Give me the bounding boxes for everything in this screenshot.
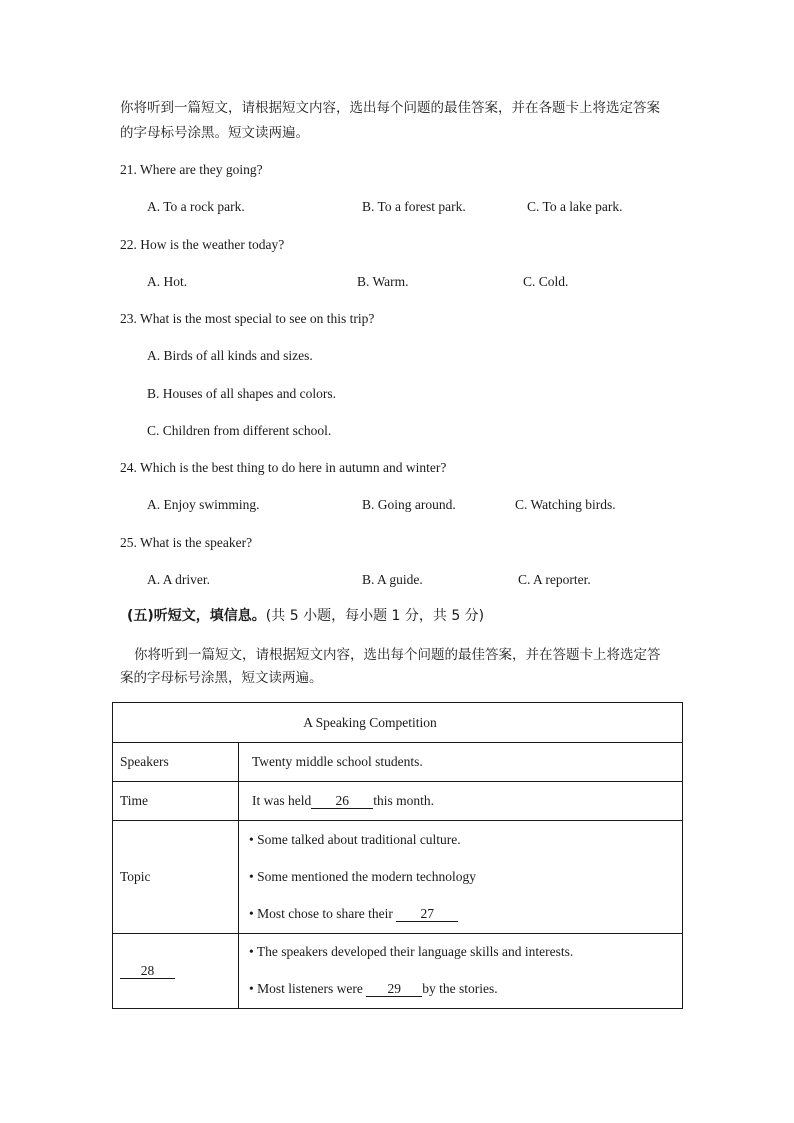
time-value	[239, 782, 683, 821]
section-5-intro-line-1: 你将听到一篇短文，请根据短文内容，选出每个问题的最佳答案，并在答题卡上将选定答	[134, 647, 661, 663]
topic-bullet-2: • Some mentioned the modern technology	[249, 868, 477, 884]
row-28-bullet-2	[249, 971, 682, 1008]
topic-bullet-3-prefix: • Most chose to share their	[249, 905, 397, 921]
time-prefix: It was held	[252, 793, 312, 808]
q25-option-a: A. A driver.	[147, 572, 210, 587]
topic-bullet-3	[249, 896, 682, 933]
q23-option-b: B. Houses of all shapes and colors.	[147, 386, 336, 401]
question-25: 25. What is the speaker?	[120, 535, 253, 550]
question-22: 22. How is the weather today?	[120, 237, 285, 252]
blank-28[interactable]: 28	[120, 963, 175, 979]
q22-option-c: C. Cold.	[523, 274, 569, 289]
q24-option-a: A. Enjoy swimming.	[147, 497, 260, 512]
row-28-value	[239, 934, 683, 1009]
speakers-label: Speakers	[113, 743, 239, 782]
q21-option-c: C. To a lake park.	[527, 199, 623, 214]
row-28-bullet-2-suffix: by the stories.	[422, 981, 498, 996]
speaking-competition-table	[112, 702, 683, 1009]
table-title-row	[113, 703, 683, 743]
section-5-title-bold: (五)听短文，填信息。	[127, 608, 266, 624]
table-row-time	[113, 782, 683, 821]
question-21: 21. Where are they going?	[120, 162, 263, 177]
q25-option-b: B. A guide.	[362, 572, 423, 587]
row-28-bullet-1: • The speakers developed their language skills and interests.	[249, 944, 574, 959]
q21-option-b: B. To a forest park.	[362, 199, 466, 214]
q23-option-a: A. Birds of all kinds and sizes.	[147, 348, 313, 363]
time-label: Time	[113, 782, 239, 821]
intro-line-2: 的字母标号涂黑。短文读两遍。	[120, 125, 309, 141]
intro-line-1: 你将听到一篇短文，请根据短文内容，选出每个问题的最佳答案，并在各题卡上将选定答案	[120, 100, 660, 116]
question-24: 24. Which is the best thing to do here in autumn and winter?	[120, 460, 447, 475]
table-row-topic	[113, 821, 683, 934]
q25-option-c: C. A reporter.	[518, 572, 591, 587]
q24-option-b: B. Going around.	[362, 497, 456, 512]
blank-29[interactable]: 29	[366, 981, 422, 997]
q24-option-c: C. Watching birds.	[515, 497, 616, 512]
table-row-28	[113, 934, 683, 1009]
q21-option-a: A. To a rock park.	[147, 199, 245, 214]
topic-bullet-1: • Some talked about traditional culture.	[249, 831, 461, 847]
speakers-value: Twenty middle school students.	[239, 743, 683, 782]
q23-option-c: C. Children from different school.	[147, 423, 332, 438]
topic-label: Topic	[113, 821, 239, 934]
section-5-intro-line-2: 案的字母标号涂黑，短文读两遍。	[120, 670, 323, 686]
section-5-title-tail: (共 5 小题，每小题 1 分，共 5 分)	[265, 608, 485, 624]
question-23: 23. What is the most special to see on this trip?	[120, 311, 375, 326]
row-28-bullet-2-prefix: • Most listeners were	[249, 981, 367, 996]
blank-27[interactable]: 27	[396, 906, 458, 922]
section-5-title	[127, 607, 484, 626]
q22-option-a: A. Hot.	[147, 274, 188, 289]
table-title: A Speaking Competition	[113, 703, 683, 743]
q22-option-b: B. Warm.	[357, 274, 409, 289]
row-28-label	[113, 934, 239, 1009]
topic-value	[239, 821, 683, 934]
blank-26[interactable]: 26	[311, 793, 373, 809]
time-suffix: this month.	[373, 793, 434, 808]
table-row-speakers	[113, 743, 683, 782]
